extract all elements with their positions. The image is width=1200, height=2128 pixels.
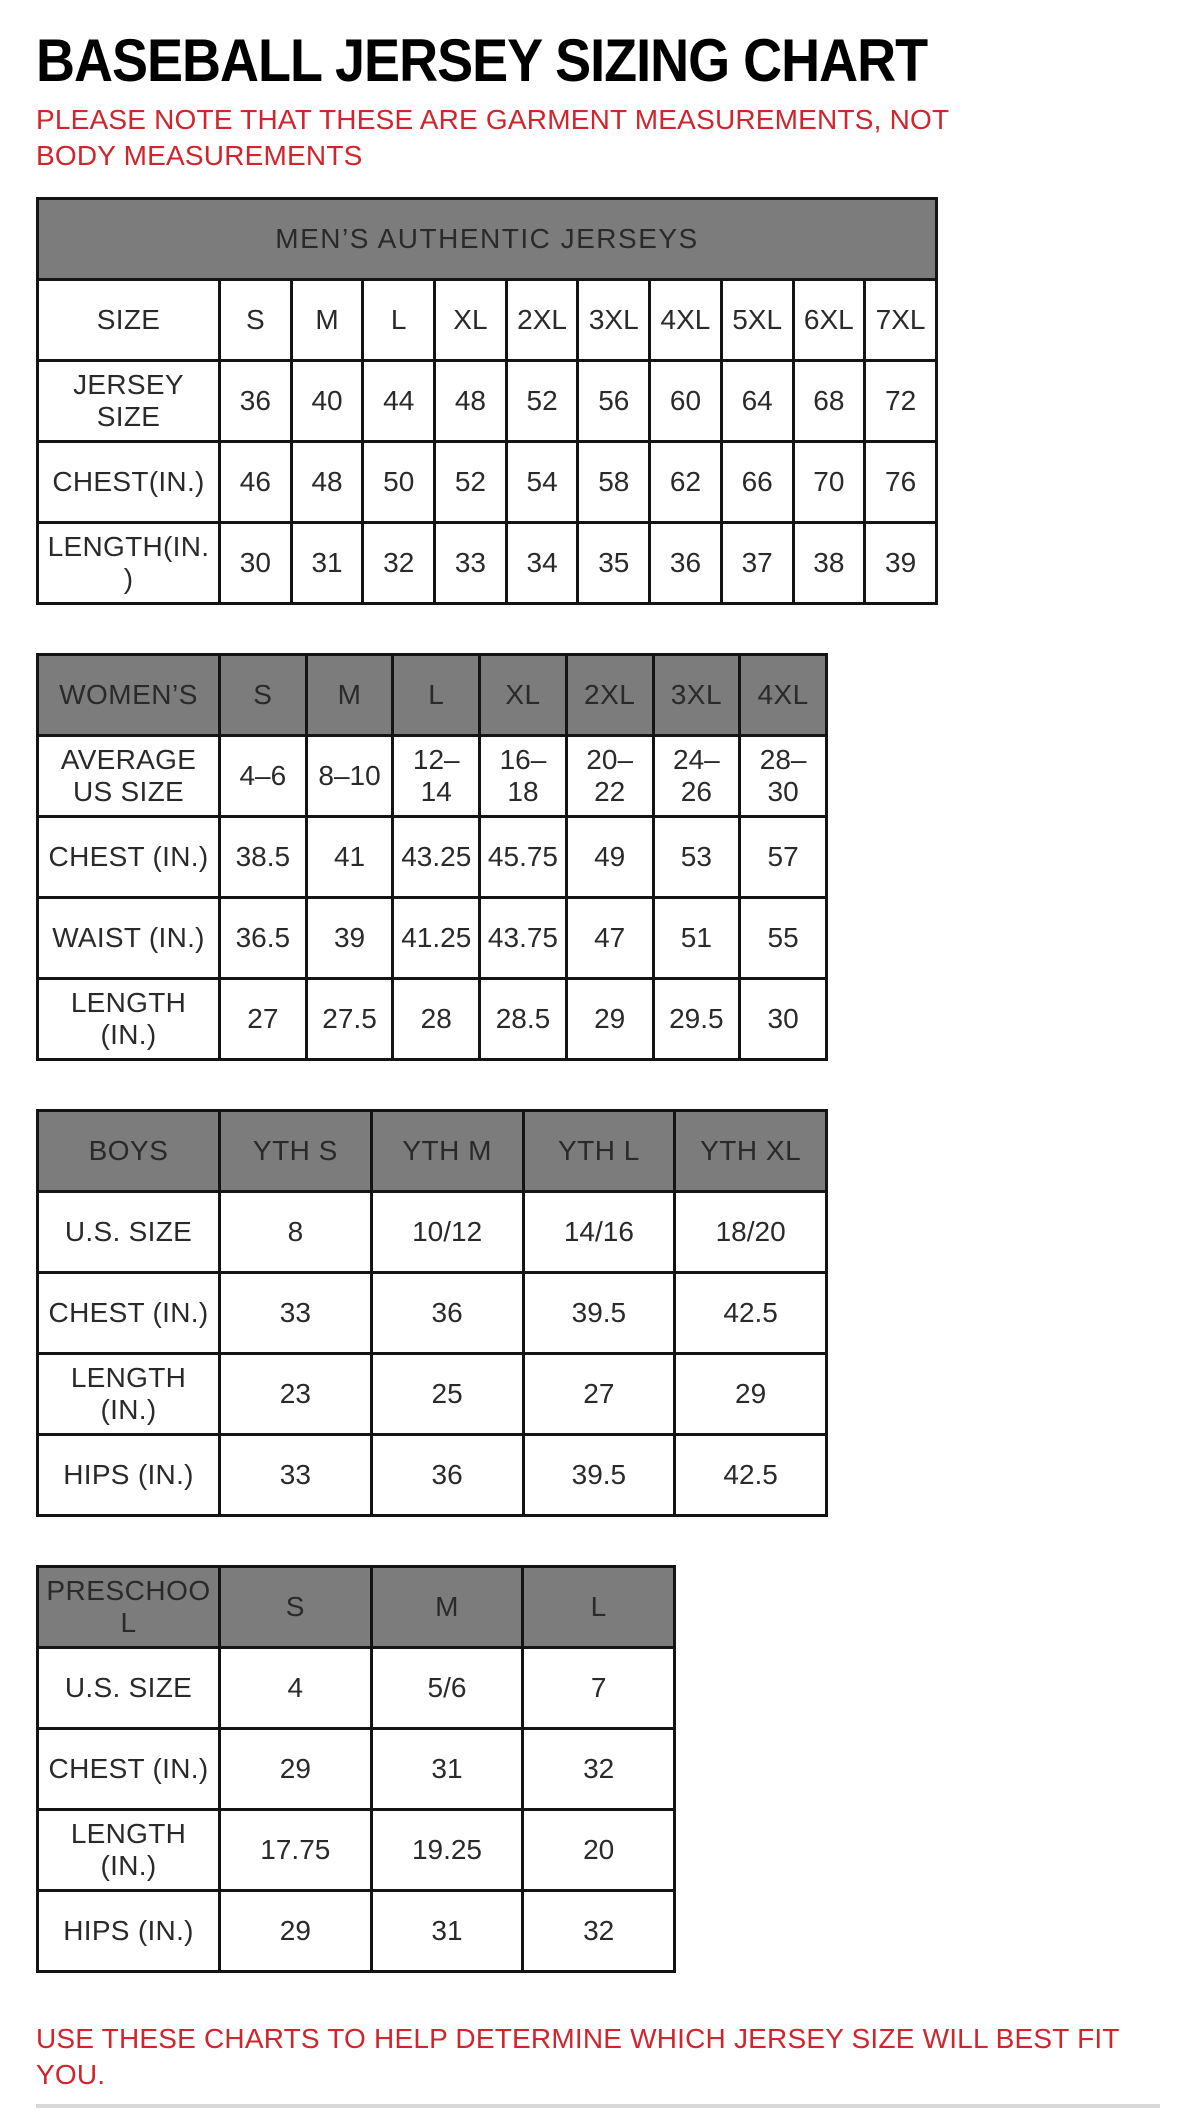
column-header: L: [393, 654, 480, 735]
size-value: 38: [793, 522, 865, 603]
row-label: AVERAGE US SIZE: [38, 735, 220, 816]
column-header: M: [371, 1566, 523, 1647]
row-label: U.S. SIZE: [38, 1191, 220, 1272]
table-row: [38, 1890, 675, 1971]
size-value: 31: [371, 1728, 523, 1809]
size-value: 76: [865, 441, 937, 522]
table-row: [38, 1647, 675, 1728]
column-header: XL: [480, 654, 567, 735]
size-value: 31: [371, 1890, 523, 1971]
column-header: S: [220, 1566, 372, 1647]
size-value: 52: [506, 360, 578, 441]
row-label: CHEST (IN.): [38, 816, 220, 897]
size-value: 52: [435, 441, 507, 522]
size-value: 49: [566, 816, 653, 897]
size-value: 35: [578, 522, 650, 603]
size-value: 6XL: [793, 279, 865, 360]
preschool-table-title: PRESCHOOL: [38, 1566, 220, 1647]
womens-size-table: [36, 653, 828, 1061]
size-value: 24–26: [653, 735, 740, 816]
size-value: 54: [506, 441, 578, 522]
size-value: 27.5: [306, 978, 393, 1059]
size-value: 32: [363, 522, 435, 603]
size-value: 70: [793, 441, 865, 522]
size-value: 23: [220, 1353, 372, 1434]
size-value: 12–14: [393, 735, 480, 816]
table-row: [38, 279, 937, 360]
size-value: 8–10: [306, 735, 393, 816]
size-value: 68: [793, 360, 865, 441]
size-value: 25: [371, 1353, 523, 1434]
row-label: LENGTH(IN.): [38, 522, 220, 603]
size-value: M: [291, 279, 363, 360]
size-value: 19.25: [371, 1809, 523, 1890]
size-value: 38.5: [220, 816, 307, 897]
boys-table-title: BOYS: [38, 1110, 220, 1191]
size-value: 20–22: [566, 735, 653, 816]
header-row: [38, 654, 827, 735]
header-row: [38, 1566, 675, 1647]
row-label: LENGTH (IN.): [38, 1353, 220, 1434]
mens-size-table: [36, 197, 938, 605]
size-value: 46: [220, 441, 292, 522]
size-value: 30: [740, 978, 827, 1059]
womens-table-title: WOMEN’S: [38, 654, 220, 735]
size-value: 36: [650, 522, 722, 603]
size-value: 27: [220, 978, 307, 1059]
size-tables-container: [36, 197, 1160, 1973]
size-value: 33: [220, 1434, 372, 1515]
table-row: [38, 360, 937, 441]
size-value: 32: [523, 1728, 675, 1809]
size-value: 5XL: [721, 279, 793, 360]
size-value: 41: [306, 816, 393, 897]
size-value: 2XL: [506, 279, 578, 360]
size-value: 31: [291, 522, 363, 603]
boys-size-table: [36, 1109, 828, 1517]
size-value: 7XL: [865, 279, 937, 360]
column-header: YTH XL: [675, 1110, 827, 1191]
size-value: 48: [435, 360, 507, 441]
mens-table-banner: MEN’S AUTHENTIC JERSEYS: [38, 198, 937, 279]
size-value: S: [220, 279, 292, 360]
row-label: CHEST (IN.): [38, 1272, 220, 1353]
size-value: 66: [721, 441, 793, 522]
size-value: 39.5: [523, 1434, 675, 1515]
size-value: 39: [865, 522, 937, 603]
size-value: 20: [523, 1809, 675, 1890]
size-value: 30: [220, 522, 292, 603]
column-header: M: [306, 654, 393, 735]
size-value: 29.5: [653, 978, 740, 1059]
table-row: [38, 1434, 827, 1515]
size-value: 33: [220, 1272, 372, 1353]
size-value: 42.5: [675, 1434, 827, 1515]
size-value: 43.75: [480, 897, 567, 978]
table-row: [38, 1809, 675, 1890]
size-value: 5/6: [371, 1647, 523, 1728]
size-value: 4–6: [220, 735, 307, 816]
size-value: 36.5: [220, 897, 307, 978]
size-value: 58: [578, 441, 650, 522]
row-label: U.S. SIZE: [38, 1647, 220, 1728]
size-value: 18/20: [675, 1191, 827, 1272]
size-value: XL: [435, 279, 507, 360]
size-value: 62: [650, 441, 722, 522]
table-row: [38, 978, 827, 1059]
size-value: 29: [220, 1890, 372, 1971]
footer-note: USE THESE CHARTS TO HELP DETERMINE WHICH JERSEY SIZE WILL BEST FIT YOU.: [36, 2021, 1160, 2108]
size-value: 4XL: [650, 279, 722, 360]
row-label: HIPS (IN.): [38, 1434, 220, 1515]
garment-measurement-note: PLEASE NOTE THAT THESE ARE GARMENT MEASUREMENTS, NOT BODY MEASUREMENTS: [36, 104, 949, 172]
table-row: [38, 1191, 827, 1272]
table-row: [38, 816, 827, 897]
row-label: SIZE: [38, 279, 220, 360]
size-value: 40: [291, 360, 363, 441]
size-value: 27: [523, 1353, 675, 1434]
row-label: CHEST(IN.): [38, 441, 220, 522]
size-value: 3XL: [578, 279, 650, 360]
header-row: [38, 1110, 827, 1191]
size-value: 43.25: [393, 816, 480, 897]
size-value: 39: [306, 897, 393, 978]
size-value: 29: [675, 1353, 827, 1434]
preschool-size-table: [36, 1565, 676, 1973]
size-value: 44: [363, 360, 435, 441]
table-row: [38, 1272, 827, 1353]
size-value: 29: [220, 1728, 372, 1809]
column-header: YTH S: [220, 1110, 372, 1191]
size-value: 57: [740, 816, 827, 897]
size-value: 45.75: [480, 816, 567, 897]
size-value: 32: [523, 1890, 675, 1971]
size-value: L: [363, 279, 435, 360]
table-row: [38, 1728, 675, 1809]
size-value: 41.25: [393, 897, 480, 978]
size-value: 28.5: [480, 978, 567, 1059]
size-value: 17.75: [220, 1809, 372, 1890]
size-value: 33: [435, 522, 507, 603]
size-value: 28–30: [740, 735, 827, 816]
size-value: 53: [653, 816, 740, 897]
column-header: L: [523, 1566, 675, 1647]
size-value: 28: [393, 978, 480, 1059]
row-label: LENGTH (IN.): [38, 978, 220, 1059]
row-label: WAIST (IN.): [38, 897, 220, 978]
size-value: 42.5: [675, 1272, 827, 1353]
size-value: 7: [523, 1647, 675, 1728]
table-row: [38, 735, 827, 816]
size-value: 10/12: [371, 1191, 523, 1272]
table-row: [38, 1353, 827, 1434]
row-label: LENGTH (IN.): [38, 1809, 220, 1890]
size-value: 36: [371, 1272, 523, 1353]
row-label: CHEST (IN.): [38, 1728, 220, 1809]
size-value: 4: [220, 1647, 372, 1728]
table-row: [38, 522, 937, 603]
size-value: 36: [371, 1434, 523, 1515]
size-value: 48: [291, 441, 363, 522]
column-header: 3XL: [653, 654, 740, 735]
page-title: BASEBALL JERSEY SIZING CHART: [36, 27, 928, 95]
size-value: 60: [650, 360, 722, 441]
table-row: [38, 441, 937, 522]
table-row: [38, 897, 827, 978]
size-value: 39.5: [523, 1272, 675, 1353]
size-value: 16–18: [480, 735, 567, 816]
column-header: YTH L: [523, 1110, 675, 1191]
size-value: 50: [363, 441, 435, 522]
size-value: 29: [566, 978, 653, 1059]
size-value: 37: [721, 522, 793, 603]
size-value: 56: [578, 360, 650, 441]
row-label: HIPS (IN.): [38, 1890, 220, 1971]
size-value: 47: [566, 897, 653, 978]
size-value: 34: [506, 522, 578, 603]
column-header: 4XL: [740, 654, 827, 735]
column-header: S: [220, 654, 307, 735]
size-value: 64: [721, 360, 793, 441]
size-value: 14/16: [523, 1191, 675, 1272]
size-value: 51: [653, 897, 740, 978]
size-value: 8: [220, 1191, 372, 1272]
size-value: 72: [865, 360, 937, 441]
size-value: 36: [220, 360, 292, 441]
row-label: JERSEY SIZE: [38, 360, 220, 441]
column-header: 2XL: [566, 654, 653, 735]
column-header: YTH M: [371, 1110, 523, 1191]
size-value: 55: [740, 897, 827, 978]
